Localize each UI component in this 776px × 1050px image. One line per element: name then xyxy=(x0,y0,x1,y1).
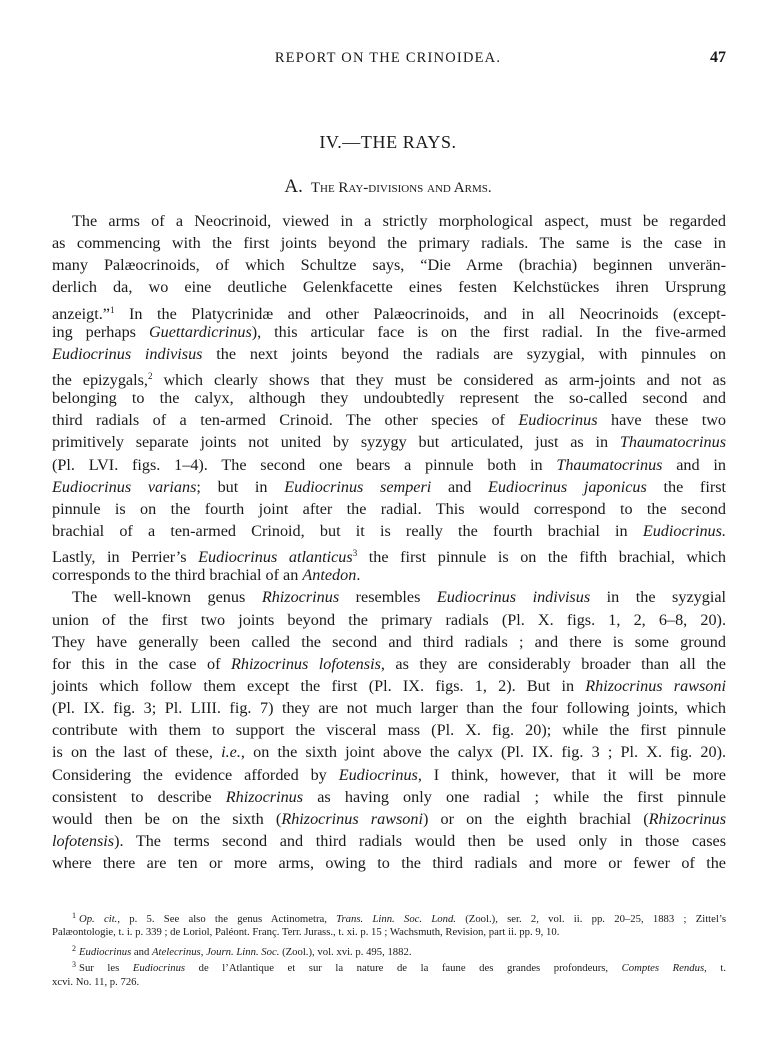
text-line: ing perhaps Guettardicrinus), this articular face is on the first radial. In the five-armed xyxy=(52,322,727,341)
footnotes xyxy=(52,908,726,990)
text-line: Considering the evidence afforded by Eudiocrinus, I think, however, that it will be more xyxy=(52,765,726,784)
text-line: They have generally been called the second and third radials ; and there is some ground xyxy=(52,632,726,651)
text-line: Eudiocrinus indivisus the next joints beyond the radials are syzygial, with pinnules on xyxy=(52,344,726,363)
footnote-2: $^2$ Eudiocrinus and Atelecrinus, Journ. Linn. Soc. (Zool.), vol. xvi. p. 495, 1882. xyxy=(72,943,412,958)
text-line: lofotensis). The terms second and third radials would then be used only in those cases xyxy=(52,831,726,850)
text-line: primitively separate joints not united by syzygy but articulated, just as in Thaumatocrinus xyxy=(52,433,726,452)
text-line: as commencing with the first joints beyond the primary radials. The same is the case in xyxy=(52,234,726,253)
text-line: consistent to describe Rhizocrinus as having only one radial ; while the first pinnule xyxy=(52,787,726,806)
text-line: for this in the case of Rhizocrinus lofotensis, as they are considerably broader than all the xyxy=(52,654,726,673)
text-line: is on the last of these, i.e., on the sixth joint above the calyx (Pl. IX. fig. 3 ; Pl. X. fig. 20). xyxy=(52,743,727,762)
text-line: many Palæocrinoids, of which Schultze says, “Die Arme (brachia) beginnen unverän- xyxy=(52,256,726,275)
text-line: (Pl. LVI. figs. 1–4). The second one bears a pinnule both in Thaumatocrinus and in xyxy=(52,455,726,474)
subsection-text: The Ray-divisions and Arms. xyxy=(310,180,492,196)
footnote-ref: 2 xyxy=(147,370,153,381)
running-head: REPORT ON THE CRINOIDEA. xyxy=(274,50,502,66)
footnote-1-cont: Palæontologie, t. i. p. 339 ; de Loriol, Paléont. Franç. Terr. Jurass., t. xi. p. 15 ; Wachsmuth, Revision, part ii. pp. 9, 10. xyxy=(52,926,560,939)
text-line: Eudiocrinus varians; but in Eudiocrinus semperi and Eudiocrinus japonicus the first xyxy=(52,477,727,496)
text-line: pinnule is on the fourth joint after the radial. This would correspond to the second xyxy=(52,499,726,518)
text-line: brachial of a ten-armed Crinoid, but it is really the fourth brachial in Eudiocrinus. xyxy=(52,521,726,540)
subsection-letter: A. xyxy=(284,176,303,197)
text-line: union of the first two joints beyond the primary radials (Pl. X. figs. 1, 2, 6–8, 20). xyxy=(52,610,726,629)
footnote-3: $^3$ Sur les Eudiocrinus de l’Atlantique et sur la nature de la faune des grandes profondeurs, Comptes Rendus, t. xyxy=(72,960,726,975)
text-line: third radials of a ten-armed Crinoid. The other species of Eudiocrinus have these two xyxy=(52,411,726,430)
text-line: derlich da, wo eine deutliche Gelenkfacette eines festen Kelchstückes ihren Ursprung xyxy=(52,278,726,297)
text-line: the epizygals,$^2$ which clearly shows that they must be considered as arm-joints and not as xyxy=(52,370,727,389)
page-number: 47 xyxy=(710,49,726,66)
subsection-title xyxy=(0,176,776,198)
text-line: Lastly, in Perrier’s Eudiocrinus atlanticus$^3$ the first pinnule is on the fifth brachial, which xyxy=(52,548,726,567)
footnote-1: $^1$ Op. cit., p. 5. See also the genus Actinometra, Trans. Linn. Soc. Lond. (Zool.), ser. 2, vol. ii. pp. 20–25, 1883 ; Zittel’s xyxy=(72,911,726,925)
text-line: where there are ten or more arms, owing to the third radials and more or fewer of the xyxy=(52,854,726,873)
text-line: contribute with them to support the visceral mass (Pl. X. fig. 20); while the first pinnule xyxy=(52,721,726,740)
text-line: The arms of a Neocrinoid, viewed in a strictly morphological aspect, must be regarded xyxy=(72,212,726,230)
footnote-3-cont: xcvi. No. 11, p. 726. xyxy=(52,975,140,988)
text-line: belonging to the calyx, although they undoubtedly represent the so-called second and xyxy=(52,389,726,408)
text-line: joints which follow them except the first (Pl. IX. figs. 1, 2). But in Rhizocrinus rawsoni xyxy=(52,676,726,695)
body-text xyxy=(52,210,726,874)
text-line: corresponds to the third brachial of an Antedon. xyxy=(52,566,361,585)
text-line: anzeigt.”$^1$ In the Platycrinidæ and other Palæocrinoids, and in all Neocrinoids (except- xyxy=(52,304,726,323)
text-line: (Pl. IX. fig. 3; Pl. LIII. fig. 7) they are not much larger than the four following joints, which xyxy=(52,699,726,718)
footnote-ref: 1 xyxy=(109,304,115,315)
text-line: would then be on the sixth (Rhizocrinus rawsoni) or on the eighth brachial (Rhizocrinus xyxy=(52,809,726,828)
section-title: IV.—THE RAYS. xyxy=(319,132,457,152)
footnote-ref: 3 xyxy=(352,548,358,559)
text-line: The well-known genus Rhizocrinus resembles Eudiocrinus indivisus in the syzygial xyxy=(72,588,726,607)
